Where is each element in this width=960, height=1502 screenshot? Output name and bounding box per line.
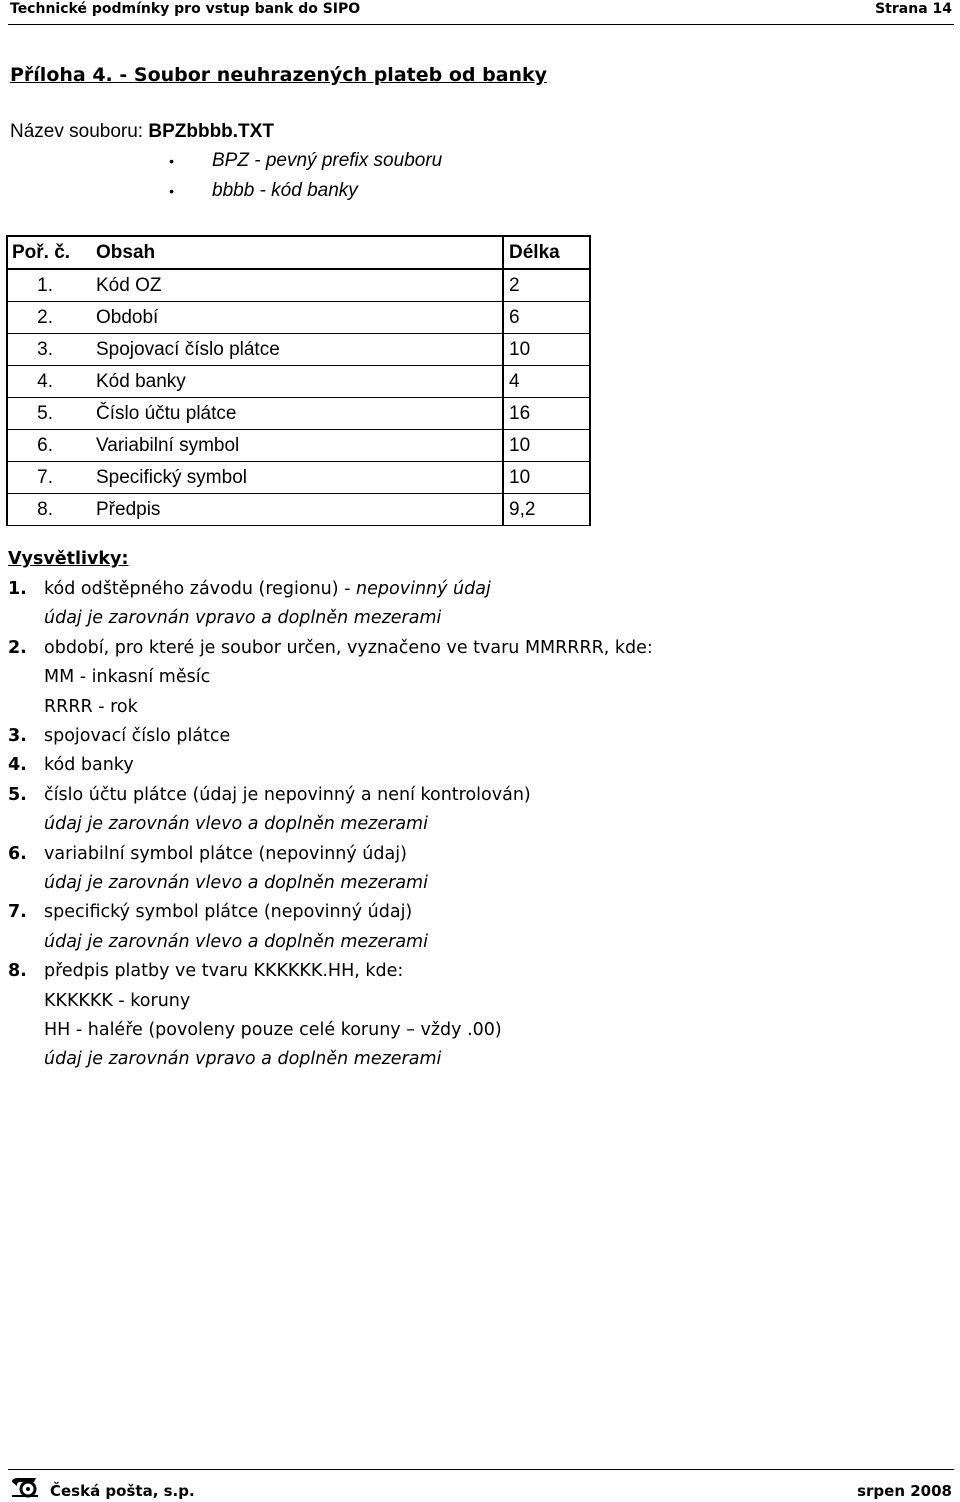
file-bullet-text: BPZ - pevný prefix souboru: [212, 150, 443, 171]
header-page-number: Strana 14: [875, 1, 952, 17]
explanation-text-italic: nepovinný údaj: [356, 579, 491, 599]
appendix-title: Příloha 4. - Soubor neuhrazených plateb od banky: [10, 64, 548, 86]
explanation-text: [44, 755, 134, 775]
explanations-heading: [8, 549, 128, 569]
explanation-subline: údaj je zarovnán vlevo a doplněn mezerami: [44, 931, 428, 952]
explanation-text: [44, 726, 230, 746]
row-order: 1.: [7, 269, 88, 302]
explanation-subline: RRRR - rok: [44, 696, 138, 717]
row-order: 3.: [7, 334, 88, 366]
explanation-subline: údaj je zarovnán vpravo a doplněn mezerami: [44, 608, 442, 629]
table-header-row: [7, 236, 590, 269]
col-header-length: Délka: [503, 236, 590, 269]
record-structure-table: [6, 235, 591, 526]
table-row: [7, 462, 590, 494]
row-content: Spojovací číslo plátce: [88, 334, 503, 366]
explanation-text-main: specifický symbol plátce (nepovinný údaj): [44, 902, 413, 923]
row-content: Kód OZ: [88, 269, 503, 302]
footer-organization: Česká pošta, s.p.: [50, 1482, 195, 1500]
explanation-number: 5.: [8, 784, 27, 805]
explanation-subline: údaj je zarovnán vpravo a doplněn mezerami: [44, 1049, 442, 1070]
explanation-number: 1.: [8, 579, 27, 599]
explanation-text: [44, 844, 407, 864]
row-order: 2.: [7, 302, 88, 334]
row-order: 5.: [7, 398, 88, 430]
row-length: 6: [503, 302, 590, 334]
table-row: [7, 494, 590, 526]
explanation-text: [44, 579, 491, 599]
row-length: 4: [503, 366, 590, 398]
row-content: Období: [88, 302, 503, 334]
table-row: [7, 430, 590, 462]
explanation-text-main: kód odštěpného závodu (regionu) -: [44, 579, 357, 599]
post-horn-logo-icon: [10, 1476, 40, 1498]
header-doc-title: Technické podmínky pro vstup bank do SIPO: [10, 1, 361, 17]
explanation-text: [44, 961, 403, 981]
explanation-text: [44, 638, 653, 658]
table-row: [7, 269, 590, 302]
explanation-text-main: období, pro které je soubor určen, vyznačeno ve tvaru MMRRRR, kde:: [44, 637, 653, 658]
explanation-text-main: spojovací číslo plátce: [44, 726, 231, 746]
explanations-heading-text: Vysvětlivky:: [8, 549, 129, 569]
explanation-number: 2.: [8, 637, 27, 658]
table-row: [7, 334, 590, 366]
row-length: 2: [503, 269, 590, 302]
row-content: Specifický symbol: [88, 462, 503, 494]
explanation-number: 4.: [8, 755, 27, 776]
table-row: [7, 398, 590, 430]
explanation-subline: HH - haléře (povoleny pouze celé koruny – vždy .00): [44, 1020, 502, 1040]
explanation-text-main: číslo účtu plátce (údaj je nepovinný a není kontrolován): [44, 784, 531, 805]
page-footer: [8, 1469, 954, 1500]
file-name-value: BPZbbbb.TXT: [148, 121, 274, 142]
file-name-line: [10, 121, 274, 143]
explanation-text-main: variabilní symbol plátce (nepovinný údaj): [44, 843, 407, 864]
row-order: 7.: [7, 462, 88, 494]
explanation-text: [44, 785, 531, 805]
row-order: 4.: [7, 366, 88, 398]
table-row: [7, 366, 590, 398]
row-content: Kód banky: [88, 366, 503, 398]
explanation-subline: údaj je zarovnán vlevo a doplněn mezerami: [44, 814, 428, 835]
footer-date: srpen 2008: [857, 1482, 952, 1500]
explanation-text-main: kód banky: [44, 755, 134, 776]
explanation-number: 7.: [8, 902, 27, 923]
row-content: Variabilní symbol: [88, 430, 503, 462]
row-content: Číslo účtu plátce: [88, 398, 503, 430]
explanation-text: [44, 902, 412, 922]
explanation-subline: MM - inkasní měsíc: [44, 667, 211, 688]
file-bullet-text: bbbb - kód banky: [212, 180, 358, 201]
row-length: 10: [503, 430, 590, 462]
explanation-number: 6.: [8, 843, 27, 864]
row-order: 6.: [7, 430, 88, 462]
explanation-number: 3.: [8, 726, 27, 746]
explanation-number: 8.: [8, 961, 27, 982]
file-name-label: Název souboru:: [10, 121, 149, 142]
row-length: 10: [503, 462, 590, 494]
file-bullet: [178, 150, 442, 172]
explanation-subline: údaj je zarovnán vlevo a doplněn mezerami: [44, 873, 428, 893]
file-bullet: [178, 180, 358, 202]
explanation-subline: KKKKKK - koruny: [44, 990, 191, 1011]
row-order: 8.: [7, 494, 88, 526]
table-row: [7, 302, 590, 334]
col-header-content: Obsah: [88, 236, 503, 269]
explanation-text-main: předpis platby ve tvaru KKKKKK.HH, kde:: [44, 961, 404, 982]
row-content: Předpis: [88, 494, 503, 526]
row-length: 16: [503, 398, 590, 430]
row-length: 9,2: [503, 494, 590, 526]
row-length: 10: [503, 334, 590, 366]
page-header: [8, 0, 954, 25]
col-header-order: Poř. č.: [7, 236, 88, 269]
